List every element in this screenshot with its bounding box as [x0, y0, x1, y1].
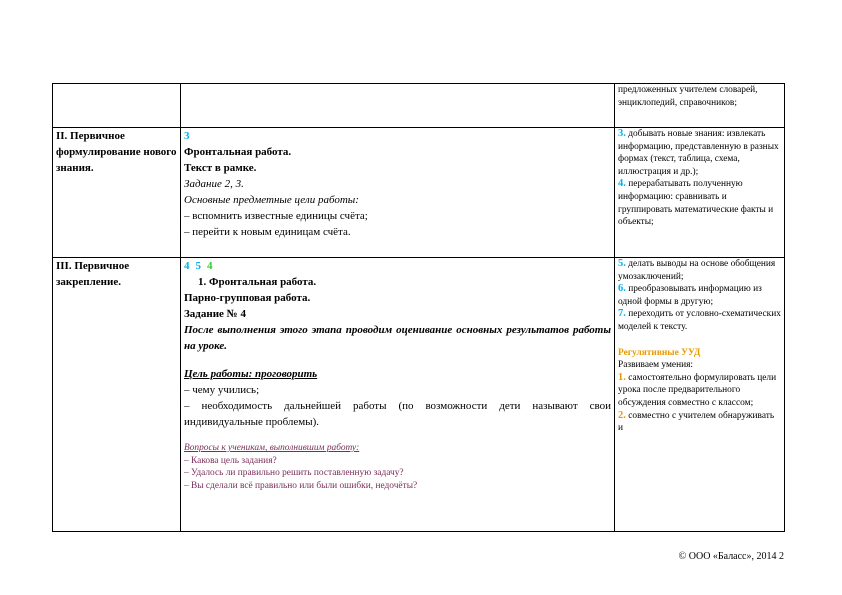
- regulatory-intro: Развиваем умения:: [618, 360, 694, 371]
- skill-number: 4: [184, 260, 190, 272]
- lesson-table: [52, 83, 785, 532]
- text-in-frame: Текст в рамке.: [184, 162, 257, 174]
- group-work: Парно-групповая работа.: [184, 292, 311, 304]
- skill-item-text: совместно с учителем обнаруживать и: [618, 410, 775, 434]
- skill-item-text: добывать новые знания: извлекать информацию, представленную в разных формах (текст, таблица, схема, иллюстрация и др.);: [618, 129, 779, 177]
- skill-numbers: [184, 258, 611, 274]
- skill-item: [618, 372, 781, 410]
- stage-cell: [53, 84, 181, 128]
- skill-item: [618, 178, 781, 228]
- skill-number: 5: [195, 260, 201, 272]
- cognitive-skills: [618, 258, 781, 334]
- stage-title: III. Первичное закрепление.: [56, 260, 130, 288]
- questions-title: Вопросы к ученикам, выполнившим работу:: [184, 443, 360, 453]
- content-cell: [181, 84, 615, 128]
- skill-item-number: 2.: [618, 409, 626, 421]
- skill-numbers: [184, 128, 611, 144]
- skills-cell: [615, 128, 785, 258]
- assessment-note: После выполнения этого этапа проводим оценивание основных результатов работы на уроке.: [184, 324, 611, 352]
- goal-title: Цель работы: проговорить: [184, 368, 318, 380]
- skills-cell: [615, 84, 785, 128]
- page-footer: © ООО «Баласс», 2014 2: [678, 551, 784, 562]
- regulatory-skills: [618, 372, 781, 435]
- skill-item-number: 4.: [618, 178, 626, 190]
- stage-cell: [53, 128, 181, 258]
- skill-item: [618, 258, 781, 283]
- skill-number: 4: [207, 260, 213, 272]
- goal-item: – перейти к новым единицам счёта.: [184, 226, 351, 238]
- table-row-2: [53, 128, 785, 258]
- task-ref: Задание № 4: [184, 308, 246, 320]
- goals-title: Основные предметные цели работы:: [184, 194, 359, 206]
- skill-item-number: 5.: [618, 258, 626, 269]
- skill-item: [618, 410, 781, 435]
- task-ref: Задание 2, 3.: [184, 178, 244, 190]
- skill-number: 3: [184, 130, 190, 142]
- skill-item: [618, 283, 781, 308]
- question-item: – Какова цель задания?: [184, 455, 277, 466]
- stage-cell: [53, 258, 181, 532]
- skills-text: предложенных учителем словарей, энциклопедий, справочников;: [618, 85, 758, 108]
- table-row-1: [53, 84, 785, 128]
- skill-item: [618, 308, 781, 333]
- skills-cell: [615, 258, 785, 532]
- stage-title: II. Первичное формулирование нового знания.: [56, 130, 177, 174]
- question-item: – Вы сделали всё правильно или были ошибки, недочёты?: [184, 480, 418, 491]
- content-cell: [181, 258, 615, 532]
- frontal-work: 1. Фронтальная работа.: [198, 276, 317, 288]
- goal-item: – вспомнить известные единицы счёта;: [184, 210, 368, 222]
- skill-item-text: перерабатывать полученную информацию: сравнивать и группировать математические факты и объекты;: [618, 179, 774, 228]
- skill-item-text: самостоятельно формулировать цели урока после предварительного обсуждения совместно с классом;: [618, 372, 777, 408]
- skill-item-number: 7.: [618, 308, 626, 320]
- goal-item: – чему учились;: [184, 384, 260, 396]
- content-cell: [181, 128, 615, 258]
- skill-item-number: 6.: [618, 283, 626, 295]
- goal-item: – необходимость дальнейшей работы (по возможности дети называют свои индивидуальные проблемы).: [184, 400, 611, 428]
- questions-list: [184, 455, 611, 493]
- skill-item: [618, 128, 781, 178]
- question-item: – Удалось ли правильно решить поставленную задачу?: [184, 468, 404, 478]
- skill-item-text: переходить от условно-схематических моделей к тексту.: [618, 309, 781, 332]
- regulatory-title: Регулятивные УУД: [618, 347, 701, 358]
- skill-item-number: 3.: [618, 128, 626, 139]
- skill-item-text: делать выводы на основе обобщения умозаключений;: [618, 259, 776, 282]
- skill-item-text: преобразовывать информацию из одной формы в другую;: [618, 284, 762, 307]
- work-type: Фронтальная работа.: [184, 146, 292, 158]
- table-row-3: [53, 258, 785, 532]
- skill-item-number: 1.: [618, 371, 626, 383]
